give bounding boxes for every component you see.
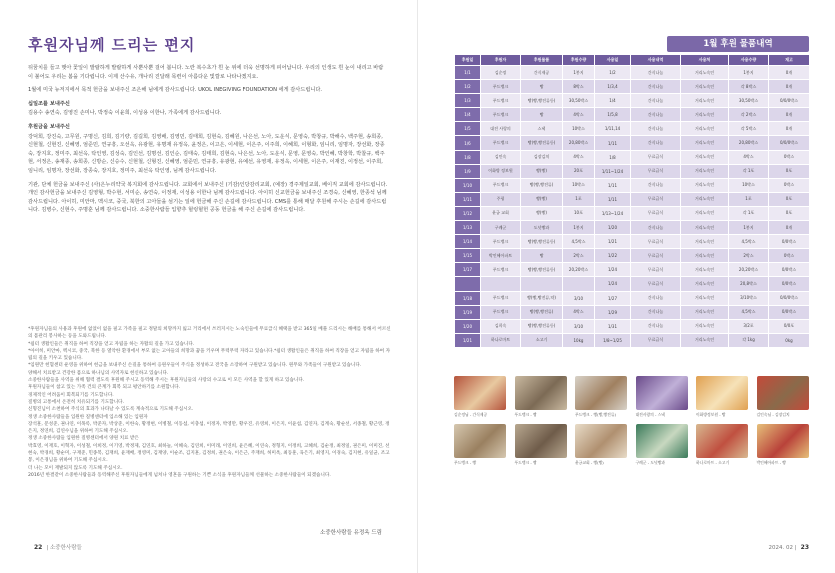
note-line: *후원자님들의 사용과 후원에 없었이 없을 필고 가족을 필고 정말의 희망까지 잃고 거리에서 쓰러지시는 노숙인들에 무료급식 혜택을 받고 365일 베풀 드리시는 해배를 통해서 어르신의 몸관리 봉사하는 등을 도와드립니다.	[28, 327, 391, 340]
column-header: 사용일	[595, 55, 631, 66]
table-cell: 10박스	[563, 122, 595, 136]
table-cell: 거리노숙인	[681, 192, 729, 206]
table-cell: 빵(빵,빵전류)	[521, 305, 563, 319]
table-cell: 1/31	[595, 319, 631, 333]
table-cell: 간식나눔	[631, 108, 681, 122]
table-cell: 1/3,4	[595, 80, 631, 94]
table-cell: 0개	[769, 122, 810, 136]
photo-caption: 하나로마트 - 소고기	[696, 460, 730, 465]
table-cell: 간식나눔	[631, 136, 681, 150]
photo-card	[757, 424, 809, 466]
table-cell: 무료급식	[631, 206, 681, 220]
photo-caption: 김순정님 - 간식제공	[454, 412, 488, 417]
donation-photo	[696, 424, 748, 458]
photo-caption: 박인혜아파트 - 빵	[756, 460, 786, 465]
table-cell: 거리노숙인	[681, 178, 729, 192]
table-cell: 구례군	[481, 221, 521, 235]
table-row	[455, 192, 810, 206]
paragraph-1: 뒤꿈치를 들고 햇아 꽃잎이 발랄하게 발랄하게 사뿐사뿐 걸어 봅니다. 노란 복수초가 흰 눈 위에 더욱 선명하게 피어납니다. 우리의 인생도 흰 눈이 내리고 바람이 불어도 우리는 봄을 기다립니다. 이제 산수유, 개나리 진달래 목련이 아름다운 빛깔로 나타나겠지요.	[28, 65, 384, 80]
table-cell: 빵(빵,빵전류등)	[521, 319, 563, 333]
table-cell: 간식나눔	[631, 122, 681, 136]
column-header: 재고	[769, 55, 810, 66]
table-cell: 무료급식	[631, 235, 681, 249]
table-cell: 대전 사랑의	[481, 122, 521, 136]
table-cell: 무료급식	[631, 277, 681, 291]
table-cell: 4박스	[563, 150, 595, 164]
table-cell: 스낵	[521, 122, 563, 136]
table-cell: 간식나눔	[631, 291, 681, 305]
table-cell: 김희숙	[481, 319, 521, 333]
photo-card	[454, 376, 506, 418]
column-header: 사용내역	[631, 55, 681, 66]
table-cell: 0포	[769, 206, 810, 220]
table-cell: 거리노숙인	[681, 164, 729, 178]
table-cell: 하나로마트	[481, 333, 521, 347]
donation-photo	[636, 424, 688, 458]
table-cell: 무료급식	[631, 164, 681, 178]
table-cell: 3/10박스	[729, 291, 769, 305]
table-cell: 빵(빵,빵전류,약)	[521, 291, 563, 305]
table-row	[455, 94, 810, 108]
section-heading-tithe: 십일조를 보내주신	[28, 100, 70, 107]
table-cell: 김순정	[481, 66, 521, 80]
footer-date: 2024. 02	[768, 545, 794, 551]
table-cell: 푸드뱅크	[481, 291, 521, 305]
table-cell: 거리노숙인	[681, 319, 729, 333]
column-header: 사용수량	[729, 55, 769, 66]
table-cell: 푸드뱅크	[481, 178, 521, 192]
table-row	[455, 249, 810, 263]
table-cell: 빵	[521, 108, 563, 122]
table-cell: 0kg	[769, 333, 810, 347]
table-cell: 1봉지	[729, 221, 769, 235]
photo-card	[575, 424, 627, 466]
photo-card	[696, 424, 748, 466]
table-cell: 1/21	[595, 235, 631, 249]
table-cell: 김인숙	[481, 150, 521, 164]
table-title: 1월 후원 물품내역	[667, 36, 809, 52]
table-cell: 간식나눔	[631, 221, 681, 235]
letter-notes	[28, 326, 393, 479]
table-cell: 거리노숙인	[681, 235, 729, 249]
table-cell: 0포	[769, 192, 810, 206]
table-cell: 푸드뱅크	[481, 136, 521, 150]
table-cell	[481, 277, 521, 291]
table-row	[455, 178, 810, 192]
table-cell: 간식나눔	[631, 94, 681, 108]
table-cell: 각 8박스	[729, 80, 769, 94]
table-cell: 1포	[729, 192, 769, 206]
note-line: *임원만 헌혈센터 운영을 위하여 헌금을 보내주신 손길을 통하여 응원우들이 주식을 정성하고 전국을 소장하여 구원받고 있습니다. 원무와 가족들이 구원받고 있습니다.	[28, 363, 362, 369]
donation-photo	[757, 376, 809, 410]
table-cell: 무료급식	[631, 249, 681, 263]
table-cell: 박인혜아파트	[481, 249, 521, 263]
table-cell: 김장김치	[521, 150, 563, 164]
table-cell: 8박스	[563, 80, 595, 94]
table-cell: 30,50박스	[729, 94, 769, 108]
table-cell: 거리노숙인	[681, 66, 729, 80]
table-cell: 3/10	[563, 291, 595, 305]
table-cell: 1/24	[595, 277, 631, 291]
table-cell: 1/11	[455, 192, 481, 206]
table-row	[455, 333, 810, 347]
table-cell: 1/5	[455, 122, 481, 136]
column-header: 후원물품	[521, 55, 563, 66]
table-cell: 0/0/0박스	[769, 94, 810, 108]
note-line: 장석훈, 문성준, 권나연, 이목록, 박준자, 박상준, 이한숙, 황정현, 이병철, 이동섭, 이충섭, 이정자, 박영만, 황우진, 유영희, 이은지, 이윤섭, 김연자, 김계숙, 황순선, 서종철, 황근영, 정은지, 정연희, 김연수님을 위하여 기도해 주십시오.	[28, 421, 390, 435]
table-cell: 20,80박스	[729, 136, 769, 150]
table-cell: 빵(빵,빵전류등)	[521, 235, 563, 249]
table-cell: 1/8	[595, 150, 631, 164]
table-cell: 빵(빵,빵전류등)	[521, 263, 563, 277]
note-line: 소중한사람들을 사역을 위해 협력 결도록 후원해 주시고 동역해 주시는 후원자님들의 사랑의 수고로 이 모든 사역을 할 있게 하고 있습니다.	[28, 378, 305, 384]
table-cell: 푸드뱅크	[481, 94, 521, 108]
footer-left: 22 | 소중한사람들	[34, 544, 82, 551]
photo-caption: 이화방정보원 - 빵	[696, 412, 726, 417]
table-cell: 0/0/0박스	[769, 291, 810, 305]
table-cell: 1봉지	[729, 66, 769, 80]
page-number-left: 22	[34, 544, 43, 551]
table-cell: 0포	[769, 164, 810, 178]
letter-body	[28, 64, 388, 220]
photo-card	[757, 376, 809, 418]
table-row	[455, 291, 810, 305]
note-line: 더 나는 모이 재발되지 않도록 기도해 주십시오.	[28, 465, 123, 471]
table-cell: 빵(빵,빵전류등)	[521, 94, 563, 108]
table-cell: 0개	[769, 108, 810, 122]
table-cell: 각 1포	[729, 164, 769, 178]
table-cell: 0개	[769, 80, 810, 94]
table-cell: 2박스	[729, 249, 769, 263]
table-cell: 1/2	[455, 80, 481, 94]
table-cell: 1/11~1/24	[595, 164, 631, 178]
table-cell: 1/1	[455, 66, 481, 80]
section-text-donation: 강덕희, 강진숙, 고무원, 구명신, 김희, 김기량, 김길희, 김영배, 김영민, 김태희, 김현숙, 김혜원, 나은선, 노아, 도운식, 문영숙, 박창규, 박해수, 백주현, 송희종, 신현철, 신현진, 신혜영, 엄준민, 연규흥, 오선옥, 유광현, 유명재 유정옥, 윤정은, 이고은, 이세현, 이은주, 이주희, 이혜희, 이형화, 임니리, 임명자, 장선화, 장종숙, 장지호, 정미주, 최선옥, 탁인영, 김성숙, 김인선, 김명선, 김인순, 김태숙, 김태희, 김현숙, 나은선, 노아, 도운식, 문영, 문영숙, 박인혜, 박창학, 박찰규, 백주현, 서정은, 송재종, 송희종, 신방순, 신승수, 신현철, 신형진, 신혜영, 엄준민, 연규흥, 유광현, 유예선, 유영재, 유정옥, 이세현, 이은주, 이재진, 이정선, 이주희, 임니리, 임명자, 장선화, 장종숙, 장지호, 정미주, 최선옥 탁인영, 님께 감사드립니다.	[28, 133, 385, 174]
table-cell: 1/20	[455, 319, 481, 333]
table-cell: 무료급식	[631, 192, 681, 206]
note-line: *아이히, 미안마, 멕시코, 중국, 북한 등 열악한 환경에서 부모 없는 고아들의 희망과 꿈을 키우며 무럭무럭 자라고 있습니다.*쉼터 생활인들은 취직을 하여 직장을 얻고 자립을 하여 자립의 길을 키우고 있습니다.	[28, 348, 391, 362]
table-cell: 소고기	[521, 333, 563, 347]
table-cell: 무료급식	[631, 150, 681, 164]
note-line: *쉼터 생활인들은 취직을 하여 직장을 얻고 자립을 하는 자활의 길을 가고 있습니다.	[28, 341, 195, 347]
table-cell: 1/12	[455, 206, 481, 220]
table-body	[455, 66, 810, 348]
table-cell: 간식나눔	[631, 80, 681, 94]
table-row	[455, 66, 810, 80]
donation-photo	[515, 376, 567, 410]
note-line: 정생 소중한사람들 입원한 질병센터에서 양원 치료 받은	[28, 436, 139, 442]
footer-right: 2024. 02 | 23	[768, 544, 809, 551]
table-cell: 거리노숙인	[681, 122, 729, 136]
table-cell: 1/19	[455, 305, 481, 319]
table-cell: 20,20박스	[563, 263, 595, 277]
donation-photo	[454, 376, 506, 410]
photo-card	[515, 424, 567, 466]
donation-table	[454, 54, 810, 348]
photo-caption: 구례군 - 도넛빵과	[635, 460, 665, 465]
section-text-institutions: 기관, 단체 헌금을 보내주신 (사)은누리약국 복지회에 감사드립니다. 교회에서 보내주신 (기감)인당감리교회, (예장) 경주제일교회, 베이직 교회에 감사드립니다. 개인 감사헌금을 보내주신 김영형, 박수현, 서미순, 송연숙, 이정재, 이성용 이한나 님께 감사드립니다. 아이히 신교헌금을 보내주신 조경숙, 신혜영, 한종석 님께 감사드립니다. 아이히, 미안마, 멕시코, 중국, 북한의 고아들을 섬기는 일에 헌금해 주신 손길에 감사드립니다. CMS를 통해 매달 후원해 주시는 손길에 감사드립니다. 김병수, 신현수, 주명훈 님께 감사드립니다. 소중한사람들 입향추 헐렁헐헌 공동 헌금을 해 주신 손길에 감사드립니다.	[28, 181, 388, 214]
note-line: 경제적인 어려움이 회복되기를 기도합니다.	[28, 392, 114, 398]
photo-caption: 푸드뱅크 - 빵	[454, 460, 477, 465]
table-cell: 푸드뱅크	[481, 108, 521, 122]
table-cell: 1/13~1/24	[595, 206, 631, 220]
donation-photo	[636, 376, 688, 410]
table-cell: 빵(빵)	[521, 164, 563, 178]
donation-photo	[575, 376, 627, 410]
note-line: 신형진님이 소천하여 주식의 효과가 나타날 수 있도록 계속적으로 기도해 주십시오.	[28, 407, 194, 413]
table-cell: 거리노숙인	[681, 80, 729, 94]
note-line: 2016년 한결같이 소중한사람들과 동역해주신 후원자님들에게 넘쳐나 영혼을 구원하는 기쁜 소식을 후원자님들께 선물하는 소중한사람들이 되겠습니다.	[28, 472, 331, 478]
table-cell: 3/2포	[729, 319, 769, 333]
table-cell: 1/20	[595, 221, 631, 235]
table-cell: 1/13	[455, 221, 481, 235]
table-row	[455, 136, 810, 150]
table-cell: 거리노숙인	[681, 150, 729, 164]
table-cell: 빵(빵,빵전류)	[521, 178, 563, 192]
table-cell: 윤궁 교회	[481, 206, 521, 220]
table-row	[455, 305, 810, 319]
table-cell: 0박스	[769, 249, 810, 263]
table-cell	[455, 277, 481, 291]
table-cell: 0개	[769, 221, 810, 235]
table-cell: 1/15	[455, 249, 481, 263]
table-cell: 0/0/0박스	[769, 136, 810, 150]
table-cell: 1/4	[595, 94, 631, 108]
table-cell: 거리노숙인	[681, 206, 729, 220]
donation-table-wrap	[454, 54, 809, 348]
table-cell: 10박스	[563, 178, 595, 192]
table-cell: 20,20박스	[729, 263, 769, 277]
table-cell: 1/8~1/25	[595, 333, 631, 347]
table-cell: 거리노숙인	[681, 291, 729, 305]
table-cell: 1/17	[455, 263, 481, 277]
table-cell: 0개	[769, 66, 810, 80]
table-cell: 4박스	[563, 108, 595, 122]
table-row	[455, 164, 810, 178]
column-header: 후원수량	[563, 55, 595, 66]
table-cell: 1/8	[455, 150, 481, 164]
donation-photo	[696, 376, 748, 410]
table-cell: 거리노숙인	[681, 221, 729, 235]
table-row	[455, 263, 810, 277]
table-cell: 각 5박스	[729, 122, 769, 136]
table-row	[455, 221, 810, 235]
table-cell	[521, 277, 563, 291]
table-cell: 거리노숙인	[681, 305, 729, 319]
photo-card	[575, 376, 627, 418]
table-cell: 4박스	[563, 305, 595, 319]
table-cell: 거리노숙인	[681, 249, 729, 263]
signature: 소중한사람들 유정옥 드림	[320, 530, 382, 536]
table-cell: 무료급식	[631, 263, 681, 277]
table-cell: 무료급식	[631, 333, 681, 347]
table-cell: 각 1포	[729, 206, 769, 220]
table-header-row	[455, 55, 810, 66]
table-cell: 거리노숙인	[681, 94, 729, 108]
table-cell: 각 2박스	[729, 108, 769, 122]
section-text-tithe: 김용수 송연숙, 김영진 손미나, 박정숙 이윤희, 이성용 이한나, 가족에게 감사드립니다.	[28, 110, 222, 117]
table-cell: 0/0포	[769, 319, 810, 333]
table-cell: 0/0박스	[769, 305, 810, 319]
table-cell: 10포	[563, 206, 595, 220]
table-cell: 푸드뱅크	[481, 263, 521, 277]
table-cell: 1/5,8	[595, 108, 631, 122]
note-line: 후원자님들이 참고 있는 가족 건의 큰계가 회복 되고 평안하기를 소원합니다.	[28, 385, 181, 391]
right-page	[418, 0, 835, 573]
table-cell	[563, 277, 595, 291]
table-cell: 4박스	[729, 150, 769, 164]
table-cell: 1/14	[455, 235, 481, 249]
table-cell: 도넛빵과	[521, 221, 563, 235]
table-cell: 1/11,14	[595, 122, 631, 136]
table-cell: 4,5박스	[563, 235, 595, 249]
donation-photo	[454, 424, 506, 458]
table-cell: 1봉지	[563, 221, 595, 235]
table-cell: 1/24	[595, 263, 631, 277]
table-cell: 1/21	[455, 333, 481, 347]
table-cell: 1/27	[595, 291, 631, 305]
table-cell: 4,5박스	[729, 305, 769, 319]
photo-caption: 김인숙님 - 김장김치	[756, 412, 790, 417]
table-cell: 10박스	[729, 178, 769, 192]
table-cell: 푸드뱅크	[481, 80, 521, 94]
table-cell: 푸드뱅크	[481, 235, 521, 249]
donation-photo	[757, 424, 809, 458]
table-row	[455, 150, 810, 164]
photo-caption: 푸드뱅크 - 빵	[514, 412, 537, 417]
table-cell: 각 1kg	[729, 333, 769, 347]
column-header: 후원자	[481, 55, 521, 66]
table-row	[455, 108, 810, 122]
column-header: 사용처	[681, 55, 729, 66]
table-cell: 1/4	[455, 108, 481, 122]
table-cell: 1봉지	[563, 66, 595, 80]
table-cell: 1/2	[595, 66, 631, 80]
table-cell: 거리노숙인	[681, 136, 729, 150]
photo-card	[636, 376, 688, 418]
photo-card	[454, 424, 506, 466]
table-cell: 빵(빵)	[521, 192, 563, 206]
table-cell: 이화방 정보원	[481, 164, 521, 178]
table-cell: 1/6	[455, 136, 481, 150]
table-cell: 간식제공	[521, 66, 563, 80]
table-cell: 1/11	[595, 178, 631, 192]
table-cell: 1/22	[595, 249, 631, 263]
table-cell: 간식나눔	[631, 178, 681, 192]
table-cell: 간식나눔	[631, 66, 681, 80]
footer-publication: 소중한사람들	[49, 545, 82, 551]
table-cell: 0/0박스	[769, 235, 810, 249]
table-cell: 10kg	[563, 333, 595, 347]
photo-card	[636, 424, 688, 466]
table-cell: 1/18	[455, 291, 481, 305]
table-cell: 거리노숙인	[681, 263, 729, 277]
note-line: 정생 소중한사람들을 입원한 질병센터에 입소해 있는 입원자	[28, 414, 148, 420]
table-cell: 1포	[563, 192, 595, 206]
table-cell: 빵(빵,빵전류등)	[521, 136, 563, 150]
table-cell: 거리노숙인	[681, 333, 729, 347]
photo-caption: 푸드뱅크 - 빵	[514, 460, 537, 465]
note-line: 박효영, 이재호, 이혁자, 이성철, 이희정, 이기영, 박정제, 김연호, 최하늘, 이혜숙, 김연희, 이미래, 이연희, 윤은혜, 이연숙, 정형지, 이정희, 고혜희, 김순정, 최정일, 권은미, 이미진, 선현숙, 박경희, 황순미, 구재준, 민종복, 김재희, 윤재배, 정영미, 김재양, 이순조, 김지훈, 김정희, 권은숙, 이은근, 주재희, 허미옥, 최동훈, 육은기, 최영지, 이경숙, 김지현, 유일균, 조고봉, 이은경님을 위하여 기도해 주십시오.	[28, 443, 390, 464]
section-heading-donation: 후원금을 보내주신	[28, 123, 70, 130]
table-cell: 1/11	[595, 192, 631, 206]
page-number-right: 23	[800, 544, 809, 551]
donation-photo	[575, 424, 627, 458]
table-cell: 간식나눔	[631, 305, 681, 319]
table-cell: 1/11	[595, 136, 631, 150]
table-cell: 간식나눔	[631, 319, 681, 333]
table-cell: 1/9	[455, 164, 481, 178]
table-cell: 1/3	[455, 94, 481, 108]
letter-title: 후원자님께 드리는 편지	[28, 36, 196, 54]
table-row	[455, 319, 810, 333]
photo-card	[515, 376, 567, 418]
table-cell: 30,50박스	[563, 94, 595, 108]
table-cell: 거리노숙인	[681, 277, 729, 291]
table-row	[455, 206, 810, 220]
table-cell: 3/10	[563, 319, 595, 333]
column-header: 후원일	[455, 55, 481, 66]
table-cell: 20,80박스	[563, 136, 595, 150]
photo-caption: 푸드뱅크 - 빵(빵,빵전류)	[575, 412, 616, 417]
paragraph-2: 1월에 미국 뉴저지에서 목적 헌금을 보내주신 조은해 님에게 감사드립니다. UKOL INEGIVING FOUNDATION 에게 감사드립니다.	[28, 87, 323, 94]
photo-card	[696, 376, 748, 418]
table-cell: 주평	[481, 192, 521, 206]
donation-photo	[515, 424, 567, 458]
note-line: 양해서 치료받고 건강한 몸으로 하나님의 사역자로 헌신하고 있습니다.	[28, 370, 169, 376]
table-row	[455, 80, 810, 94]
table-cell: 빵	[521, 249, 563, 263]
table-cell: 0/0박스	[769, 263, 810, 277]
table-cell: 1/29	[595, 305, 631, 319]
table-cell: 0박스	[769, 178, 810, 192]
photo-caption: 대전사랑의 - 스낵	[635, 412, 665, 417]
table-cell: 0박스	[769, 150, 810, 164]
table-cell: 20포	[563, 164, 595, 178]
table-cell: 빵(빵)	[521, 206, 563, 220]
table-row	[455, 277, 810, 291]
note-line: 질병의 고통에서 온전히 치유되기를 기도합니다.	[28, 399, 125, 405]
table-cell: 0/0박스	[769, 277, 810, 291]
table-cell: 푸드뱅크	[481, 305, 521, 319]
table-cell: 2박스	[563, 249, 595, 263]
table-cell: 4,5박스	[729, 235, 769, 249]
table-cell: 20,8박스	[729, 277, 769, 291]
table-cell: 1/10	[455, 178, 481, 192]
table-cell: 거리노숙인	[681, 108, 729, 122]
photo-caption: 윤궁교회 - 빵(빵)	[575, 460, 604, 465]
table-row	[455, 122, 810, 136]
table-row	[455, 235, 810, 249]
table-cell: 빵	[521, 80, 563, 94]
